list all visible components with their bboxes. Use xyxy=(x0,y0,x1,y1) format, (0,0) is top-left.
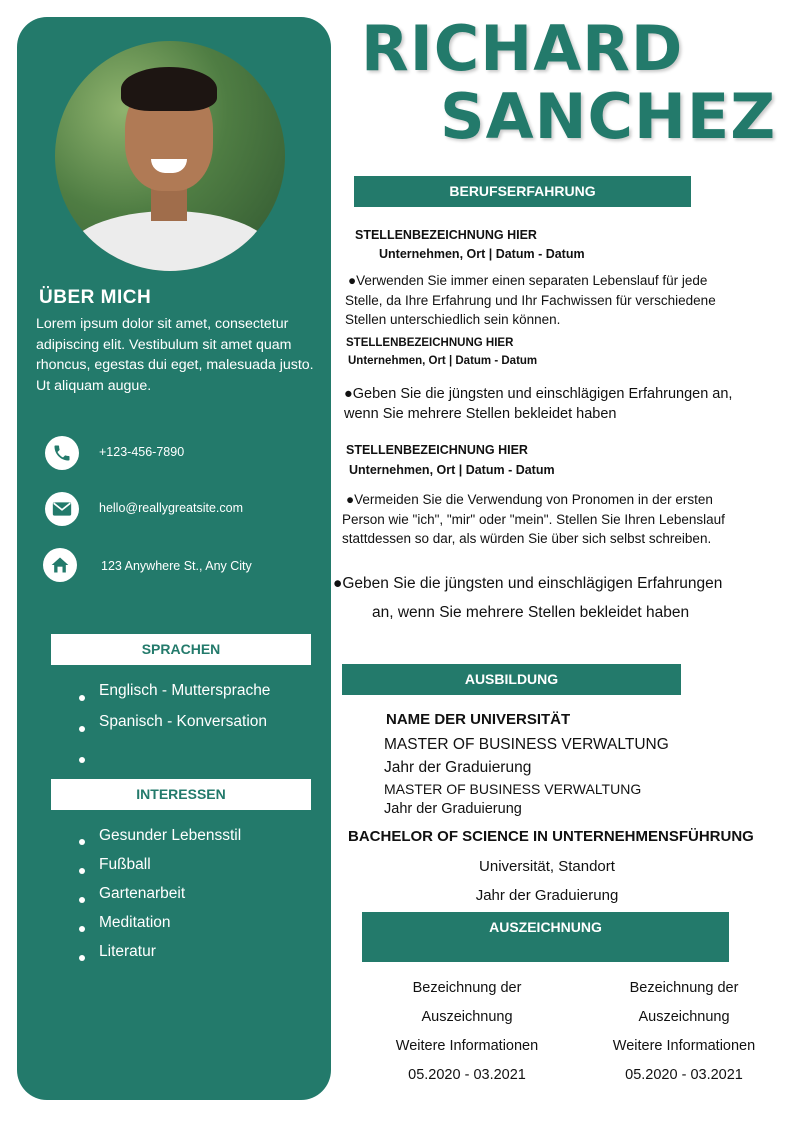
list-item: Meditation xyxy=(79,914,241,943)
last-name: SANCHEZ xyxy=(440,80,777,153)
interests-title: INTERESSEN xyxy=(51,779,311,810)
job-description: ● Verwenden Sie immer einen separaten Lebenslauf für jede Stelle, da Ihre Erfahrung und Ihr Fachwissen für verschiedene Stellen unterschiedlich sein können. xyxy=(345,271,745,330)
job-title: STELLENBEZEICHNUNG HIER xyxy=(346,337,514,349)
job-sub: Unternehmen, Ort | Datum - Datum xyxy=(348,355,538,367)
phone-text: +123-456-7890 xyxy=(99,445,185,459)
award-name: Auszeichnung xyxy=(638,1009,730,1025)
education-title: AUSBILDUNG xyxy=(342,664,681,695)
list-item xyxy=(79,744,270,775)
list-item: Fußball xyxy=(79,856,241,885)
phone-icon xyxy=(45,436,79,470)
graduation-year: Jahr der Graduierung xyxy=(384,759,532,776)
list-item: Gesunder Lebensstil xyxy=(79,827,241,856)
sidebar xyxy=(17,17,331,1100)
award-info: Weitere Informationen xyxy=(612,1038,756,1054)
about-text: Lorem ipsum dolor sit amet, consectetur adipiscing elit. Vestibulum sit amet quam rhoncus, egestas dui eget, malesuada justo. Ut aliquam augue. xyxy=(36,316,314,394)
university-location: Universität, Standort xyxy=(479,858,615,875)
experience-title: BERUFSERFAHRUNG xyxy=(354,176,691,207)
job-description: ● Vermeiden Sie die Verwendung von Pronomen in der ersten Person wie "ich", "mir" oder "mein". Stellen Sie Ihren Lebenslauf stattdessen so dar, als würden Sie über sich selbst schreiben. xyxy=(342,490,737,549)
email-text: hello@reallygreatsite.com xyxy=(99,501,244,515)
degree: MASTER OF BUSINESS VERWALTUNG xyxy=(384,736,669,753)
awards-title: AUSZEICHNUNG xyxy=(362,912,729,962)
award-info: Weitere Informationen xyxy=(395,1038,539,1054)
list-item: Spanisch - Konversation xyxy=(79,713,270,744)
job-description-extra: an, wenn Sie mehrere Stellen bekleidet haben xyxy=(372,604,690,621)
profile-photo xyxy=(55,41,285,271)
university-name: NAME DER UNIVERSITÄT xyxy=(386,711,571,728)
address-text: 123 Anywhere St., Any City xyxy=(101,559,252,573)
home-icon xyxy=(43,548,77,582)
award-date: 05.2020 - 03.2021 xyxy=(408,1067,526,1083)
graduation-year: Jahr der Graduierung xyxy=(475,887,619,904)
about-title: ÜBER MICH xyxy=(39,287,152,308)
job-title: STELLENBEZEICHNUNG HIER xyxy=(355,228,537,242)
first-name: RICHARD xyxy=(361,12,684,85)
award-date: 05.2020 - 03.2021 xyxy=(625,1067,743,1083)
interests-list xyxy=(79,827,241,972)
award-name: Auszeichnung xyxy=(421,1009,513,1025)
job-description-extra: ● Geben Sie die jüngsten und einschlägigen Erfahrungen xyxy=(333,574,722,594)
bachelor-degree: BACHELOR OF SCIENCE IN UNTERNEHMENSFÜHRUNG xyxy=(348,828,754,845)
degree: MASTER OF BUSINESS VERWALTUNG xyxy=(384,781,642,797)
job-title: STELLENBEZEICHNUNG HIER xyxy=(346,443,528,457)
list-item: Gartenarbeit xyxy=(79,885,241,914)
award-name: Bezeichnung der xyxy=(412,980,522,996)
email-icon xyxy=(45,492,79,526)
list-item: Literatur xyxy=(79,943,241,972)
job-sub: Unternehmen, Ort | Datum - Datum xyxy=(379,247,585,261)
graduation-year: Jahr der Graduierung xyxy=(384,801,522,817)
list-item: Englisch - Muttersprache xyxy=(79,682,270,713)
languages-list xyxy=(79,682,270,775)
award-name: Bezeichnung der xyxy=(629,980,739,996)
languages-title: SPRACHEN xyxy=(51,634,311,665)
job-description: ● Geben Sie die jüngsten und einschlägigen Erfahrungen an, wenn Sie mehrere Stellen bekleidet haben xyxy=(344,385,744,424)
job-sub: Unternehmen, Ort | Datum - Datum xyxy=(349,463,555,477)
